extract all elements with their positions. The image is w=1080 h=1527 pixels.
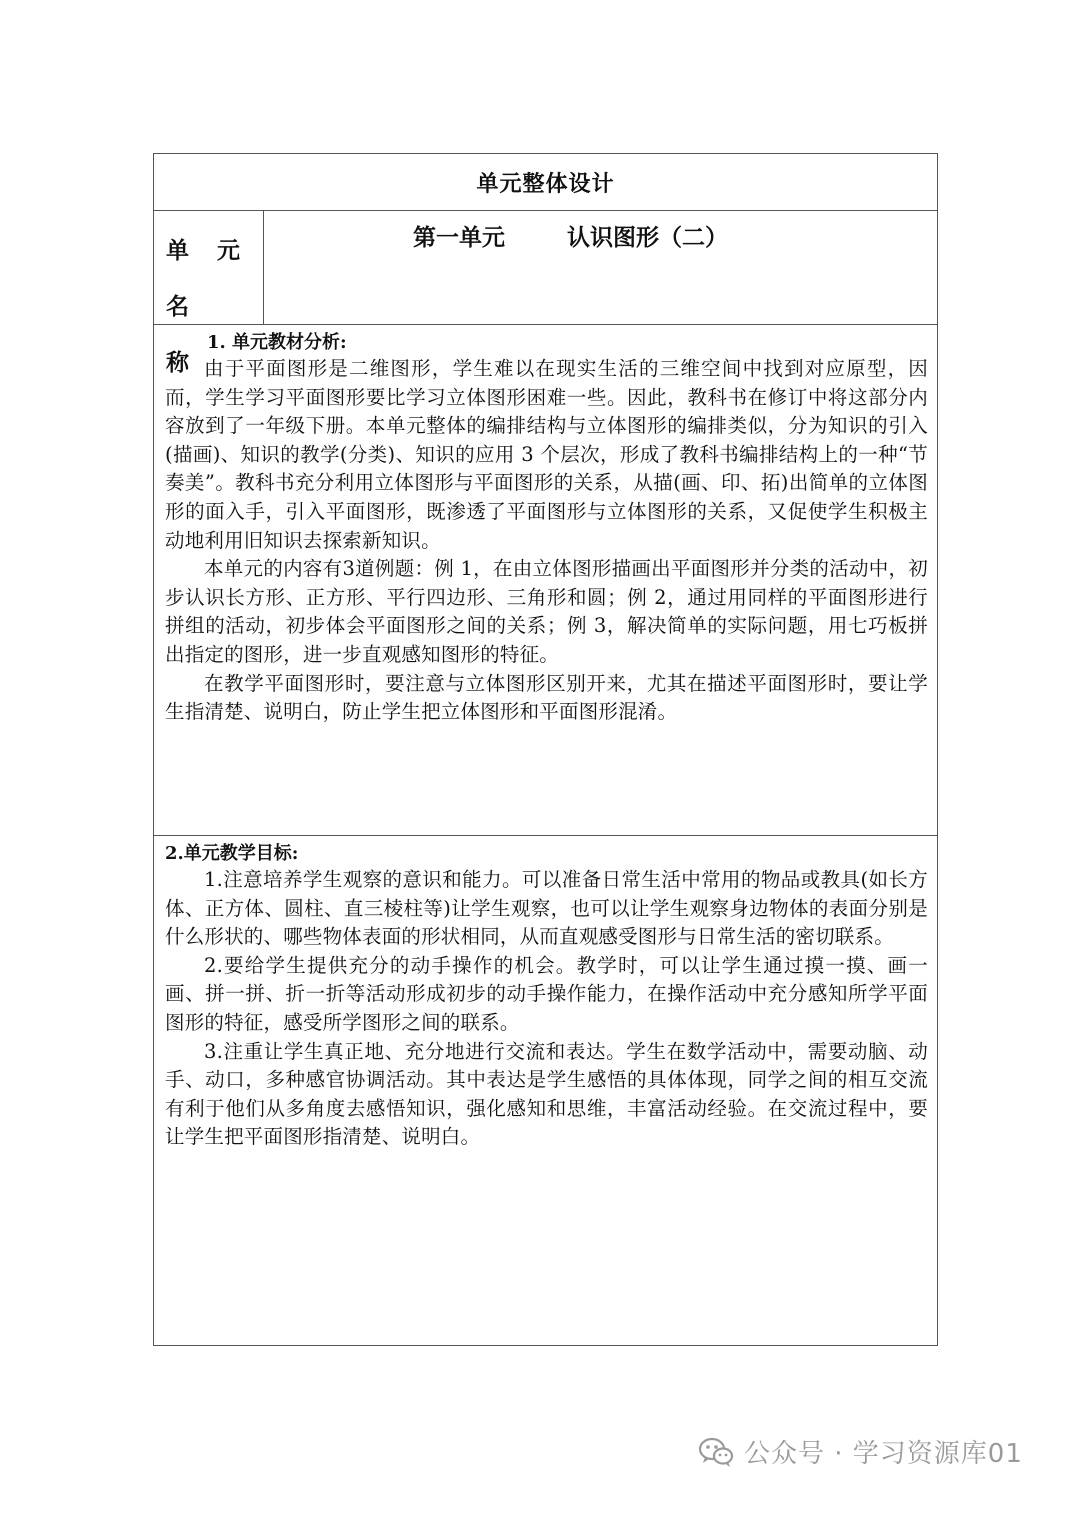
material-analysis-heading: 1. 单元教材分析: [207,332,347,353]
unit-name-value [264,211,937,324]
unit-name-label-line1: 单 元 名 [166,237,251,320]
teaching-goals-section [154,836,937,1345]
teaching-goals-heading: 2.单元教学目标: [165,843,299,864]
unit-name-label [154,211,264,376]
unit-number: 第一单元 [413,224,505,251]
watermark-text: 公众号 · 学习资源库01 [744,1439,1023,1469]
document-title: 单元整体设计 [476,170,615,197]
analysis-paragraph: 在教学平面图形时，要注意与立体图形区别开来，尤其在描述平面图形时，要让学生指清楚、说明白，防止学生把立体图形和平面图形混淆。 [165,671,928,724]
goal-paragraph: 1.注意培养学生观察的意识和能力。可以准备日常生活中常用的物品或教具(如长方体、正方体、圆柱、直三棱柱等)让学生观察，也可以让学生观察身边物体的表面分别是什么形状的、哪些物体表面的形状相同，从而直观感受图形与日常生活的密切联系。 [165,868,928,949]
watermark [698,1433,1023,1470]
material-analysis-section [154,325,937,836]
goal-paragraph: 2.要给学生提供充分的动手操作的机会。教学时，可以让学生通过摸一摸、画一画、拼一拼、折一折等活动形成初步的动手操作能力，在操作活动中充分感知所学平面图形的特征，感受所学图形之间的联系。 [165,953,928,1034]
unit-design-table [153,153,938,1346]
unit-name-label-line2: 称 [166,349,199,376]
analysis-paragraph: 由于平面图形是二维图形，学生难以在现实生活的三维空间中找到对应原型，因而，学生学习平面图形要比学习立体图形困难一些。因此，教科书在修订中将这部分内容放到了一年级下册。本单元整体的编排结构与立体图形的编排类似，分为知识的引入(描画)、知识的教学(分类)、知识的应用 3 个层次，形成了教科书编排结构上的一种“节奏美”。教科书充分利用立体图形与平面图形的关系，从描(画、印、拓)出简单的立体图形的面入手，引入平面图形，既渗透了平面图形与立体图形的关系，又促使学生积极主动地利用旧知识去探索新知识。 [165,357,928,552]
unit-topic: 认识图形（二） [567,224,728,251]
analysis-paragraph: 本单元的内容有3道例题：例 1，在由立体图形描画出平面图形并分类的活动中，初步认识长方形、正方形、平行四边形、三角形和圆；例 2，通过用同样的平面图形进行拼组的活动，初步体会平面图形之间的关系；例 3，解决简单的实际问题，用七巧板拼出指定的图形，进一步直观感知图形的特征。 [165,557,928,666]
wechat-icon [698,1436,734,1468]
title-row [154,154,937,211]
goal-paragraph: 3.注重让学生真正地、充分地进行交流和表达。学生在数学活动中，需要动脑、动手、动口，多种感官协调活动。其中表达是学生感悟的具体体现，同学之间的相互交流有利于他们从多角度去感悟知识，强化感知和思维，丰富活动经验。在交流过程中，要让学生把平面图形指清楚、说明白。 [165,1039,928,1149]
